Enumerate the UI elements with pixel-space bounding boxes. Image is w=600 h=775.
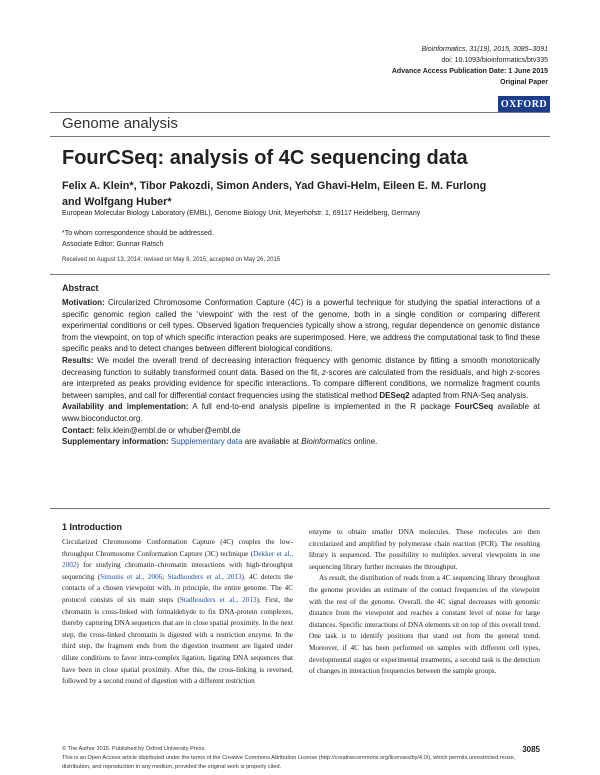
supplementary-text: online. <box>353 437 378 447</box>
abstract-heading: Abstract <box>62 283 99 293</box>
citation-link[interactable]: Dekker et al., 2002 <box>62 549 293 570</box>
correspondence-note <box>62 228 214 250</box>
results-text: adapted from RNA-Seq analysis. <box>411 390 529 400</box>
availability-text: available at www.bioconductor.org. <box>62 402 540 423</box>
author-list: Felix A. Klein*, Tibor Pakozdi, Simon Anders, Yad Ghavi-Helm, Eileen E. M. Furlong and Wolfgang Huber* <box>62 180 487 208</box>
contact-emails[interactable]: felix.klein@embl.de or whuber@embl.de <box>96 425 241 435</box>
license-text: This is an Open Access article distributed under the terms of the Creative Commons Attribution License (http://creativecommons.org/licenses/by/4.0/), which permits unrestricted reuse, distribution, and reproduction in any medium, provided the original work is properly cited. <box>62 755 516 770</box>
package-name: FourCSeq <box>454 402 494 412</box>
abstract-motivation <box>62 297 540 355</box>
results-text: -scores are calculated from the residuals, and high <box>325 367 508 377</box>
journal-meta <box>228 44 548 88</box>
intro-text: Circularized Chromosome Conformation Capture (4C) couples the low-throughput Chromosome Conformation Capture (3C) technique ( <box>62 538 293 558</box>
citation-link[interactable]: Stadhouders et al., 2013 <box>167 572 242 581</box>
oxford-logo: OXFORD <box>498 96 550 113</box>
section-rule <box>50 136 550 137</box>
affiliation: European Molecular Biology Laboratory (EMBL), Genome Biology Unit, Meyerhofstr. 1, 69117 Heidelberg, Germany <box>62 210 421 217</box>
correspondence: *To whom correspondence should be addressed. <box>62 230 214 237</box>
motivation-text: Circularized Chromosome Conformation Capture (4C) is a powerful technique for studying the spatial interactions of a specific genomic region called the ‘viewpoint’ with the rest of the genome, both in a single condition or comparing different experimental conditions or cell types. Observed ligation frequencies typically show a strong, regular dependence on genomic distance from the viewpoint, on top of which specific interaction peaks are superimposed. Here, we address the computational task to find these specific peaks and to detect changes between different biological conditions. <box>62 298 540 354</box>
supplementary-text: are available at <box>244 437 300 447</box>
section-heading: Genome analysis <box>62 115 178 132</box>
intro-text: ). 4C detects the contacts of a chosen viewpoint with, in principle, the entire genome. The 4C protocol consists of six main steps ( <box>62 572 293 604</box>
copyright: © The Author 2015. Published by Oxford University Press. <box>62 746 206 752</box>
contact-label: Contact: <box>62 425 95 435</box>
supplementary-link[interactable]: Supplementary data <box>170 437 243 447</box>
availability-text: A full end-to-end analysis pipeline is implemented in the R package <box>192 402 451 412</box>
results-text: -scores are interpreted as peaks providing evidence for specific interactions. To compare different conditions, we normalize fragment counts between samples, and call for differential contact frequencies using the statistical method <box>62 367 540 400</box>
paper-type: Original Paper <box>500 79 548 86</box>
abstract-results <box>62 355 540 401</box>
motivation-label: Motivation: <box>62 298 105 307</box>
header-rule <box>50 112 550 113</box>
doi[interactable]: doi: 10.1093/bioinformatics/btv335 <box>441 57 548 64</box>
z-symbol: z <box>509 367 514 377</box>
associate-editor: Associate Editor: Gunnar Ratsch <box>62 241 164 248</box>
intro-paragraph <box>62 537 293 688</box>
page-number: 3085 <box>522 745 540 754</box>
intro-text: ) for studying chromatin–chromatin interactions with high-throughput sequencing ( <box>62 561 293 581</box>
received-dates: Received on August 13, 2014; revised on May 8, 2015; accepted on May 26, 2015 <box>62 257 281 263</box>
results-label: Results: <box>62 355 94 365</box>
intro-paragraph: enzyme to obtain smaller DNA molecules. These molecules are then circularized and amplified by polymerase chain reaction (PCR). The resulting library is sequenced. The possibility to multiplex several viewpoints in one sequencing library further increases the throughput. <box>309 528 540 571</box>
introduction-heading: 1 Introduction <box>62 522 122 532</box>
abstract-rule <box>50 274 550 275</box>
journal-name: Bioinformatics <box>301 437 352 447</box>
intro-column-left <box>62 537 293 688</box>
journal-citation: Bioinformatics, 31(19), 2015, 3085–3091 <box>421 46 548 53</box>
citation-link[interactable]: Stadhouders et al., 2013 <box>179 595 257 604</box>
abstract-availability <box>62 401 540 424</box>
access-date: Advance Access Publication Date: 1 June 2015 <box>391 68 548 75</box>
intro-column-right <box>309 527 540 678</box>
intro-paragraph: As result, the distribution of reads from a 4C sequencing library throughout the genome provides an estimate of the contact frequencies of the viewpoint with the rest of the genome. Overall, the 4C signal decreases with genomic distance from the viewpoint and reaches a constant level of noise for large distances. Specific interactions of DNA elements sit on top of this overall trend. One task is to identify positions that stand out from the general trend. Moreover, if 4C has been performed on samples with different cell types, developmental stages or experimental treatments, a second task is the detection of changes in interaction frequencies between the sample groups. <box>309 574 540 676</box>
abstract-body <box>62 297 540 448</box>
supplementary-label: Supplementary information: <box>62 437 169 447</box>
abstract-contact <box>62 425 540 437</box>
results-text: We model the overall trend of decreasing interaction frequency with genomic distance by fitting a smooth monotonically decreasing function to suitably transformed count data. Based on the fit, <box>62 355 540 377</box>
page-footer <box>62 745 540 772</box>
abstract-end-rule <box>50 508 550 509</box>
intro-text: ). First, the chromatin is cross-linked with formaldehyde to fix DNA-protein complexes, thereby capturing DNA sequences that are in close spatial proximity. In the next step, the cross-linked chromatin is digested with a restriction enzyme. In the third step, the fragment ends from the digestion treatment are ligated under dilute conditions to favor intra-complex ligation, ligating DNA sequences that have been in close spatial proximity. After this, the cross-linking is reversed, followed by a second round of digestion with a different restriction <box>62 595 293 686</box>
citation-link[interactable]: Simonis et al., 2006 <box>100 572 163 581</box>
intro-text: ; <box>162 572 168 581</box>
deseq2-name: DESeq2 <box>379 390 410 400</box>
availability-label: Availability and implementation: <box>62 402 189 412</box>
paper-title: FourCSeq: analysis of 4C sequencing data <box>62 147 468 169</box>
abstract-supplementary <box>62 436 540 448</box>
z-symbol: z <box>321 367 326 377</box>
